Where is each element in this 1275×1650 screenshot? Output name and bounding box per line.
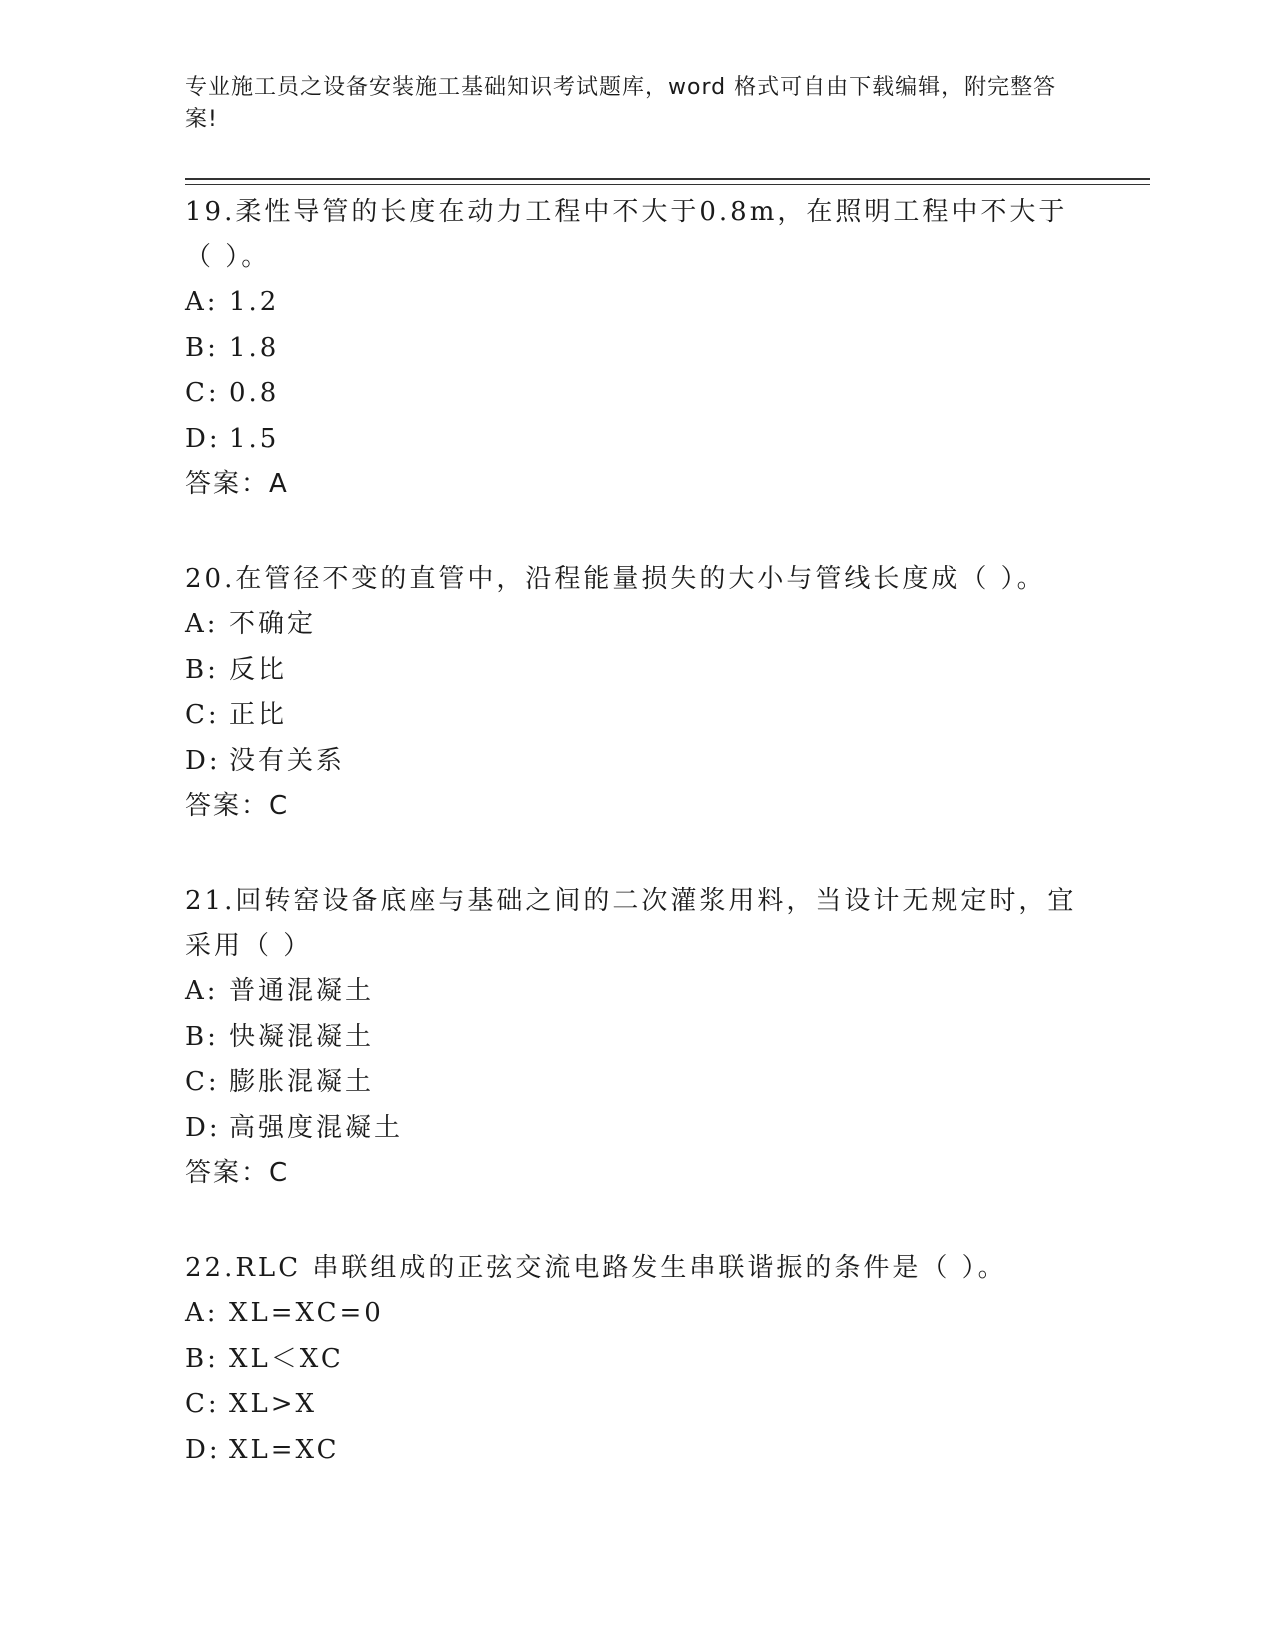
option-letter: D:: [185, 423, 221, 454]
question-stem: 22.RLC 串联组成的正弦交流电路发生串联谐振的条件是（ ）。: [185, 1253, 1007, 1283]
spacer: [185, 829, 1085, 879]
option-text: 没有关系: [229, 745, 346, 776]
option-letter: C:: [185, 1389, 220, 1419]
question-22: [185, 1246, 1085, 1473]
option-letter: B:: [185, 1021, 219, 1052]
option-c: [185, 371, 1085, 417]
option-text: 1.2: [229, 287, 280, 317]
option-text: XL=XC: [229, 1434, 340, 1465]
question-stem: 19.柔性导管的长度在动力工程中不大于0.8m，在照明工程中不大于（ ）。: [185, 197, 1068, 272]
spacer: [185, 1196, 1085, 1246]
option-a: [185, 280, 1085, 326]
option-text: 普通混凝土: [229, 976, 375, 1006]
option-letter: A:: [185, 976, 219, 1006]
question-list: [185, 190, 1085, 1473]
option-text: 不确定: [229, 609, 317, 639]
option-letter: C:: [185, 700, 220, 730]
answer-line: 答案：C: [185, 1158, 290, 1188]
option-letter: B:: [185, 1343, 219, 1374]
option-text: 高强度混凝土: [229, 1112, 404, 1143]
option-text: 1.8: [229, 332, 280, 363]
option-letter: C:: [185, 1067, 220, 1097]
option-text: 正比: [229, 700, 288, 730]
option-text: 1.5: [229, 423, 280, 454]
option-d: [185, 1428, 1085, 1474]
option-text: XL>X: [229, 1389, 318, 1419]
option-letter: D:: [185, 1434, 221, 1465]
option-letter: B:: [185, 654, 219, 685]
option-letter: A:: [185, 1298, 219, 1328]
header-divider-thin: [185, 184, 1150, 185]
option-text: 快凝混凝土: [229, 1021, 375, 1052]
option-letter: A:: [185, 287, 219, 317]
question-20: [185, 557, 1085, 829]
option-b: [185, 1015, 1085, 1061]
option-a: [185, 969, 1085, 1015]
option-d: [185, 1106, 1085, 1152]
answer-line: 答案：C: [185, 791, 290, 821]
option-b: [185, 648, 1085, 694]
spacer: [185, 507, 1085, 557]
option-letter: D:: [185, 1112, 221, 1143]
option-letter: A:: [185, 609, 219, 639]
option-c: [185, 1382, 1085, 1428]
option-text: XL=XC=0: [229, 1298, 384, 1328]
answer-line: 答案：A: [185, 469, 289, 499]
question-stem: 20.在管径不变的直管中，沿程能量损失的大小与管线长度成（ ）。: [185, 564, 1046, 594]
option-d: [185, 739, 1085, 785]
option-a: [185, 1291, 1085, 1337]
option-b: [185, 326, 1085, 372]
question-21: [185, 879, 1085, 1196]
document-header: 专业施工员之设备安装施工基础知识考试题库，word 格式可自由下载编辑，附完整答案!: [185, 75, 1057, 132]
option-letter: B:: [185, 332, 219, 363]
option-b: [185, 1337, 1085, 1383]
header-divider-thick: [185, 178, 1150, 180]
option-letter: C:: [185, 378, 220, 408]
option-text: 膨胀混凝土: [229, 1067, 375, 1097]
option-letter: D:: [185, 745, 221, 776]
option-d: [185, 417, 1085, 463]
option-c: [185, 1060, 1085, 1106]
option-text: 反比: [229, 654, 288, 685]
option-text: 0.8: [229, 378, 280, 408]
question-stem: 21.回转窑设备底座与基础之间的二次灌浆用料，当设计无规定时，宜采用（ ）: [185, 886, 1077, 961]
option-a: [185, 602, 1085, 648]
option-c: [185, 693, 1085, 739]
question-19: [185, 190, 1085, 507]
option-text: XL＜XC: [229, 1343, 344, 1374]
